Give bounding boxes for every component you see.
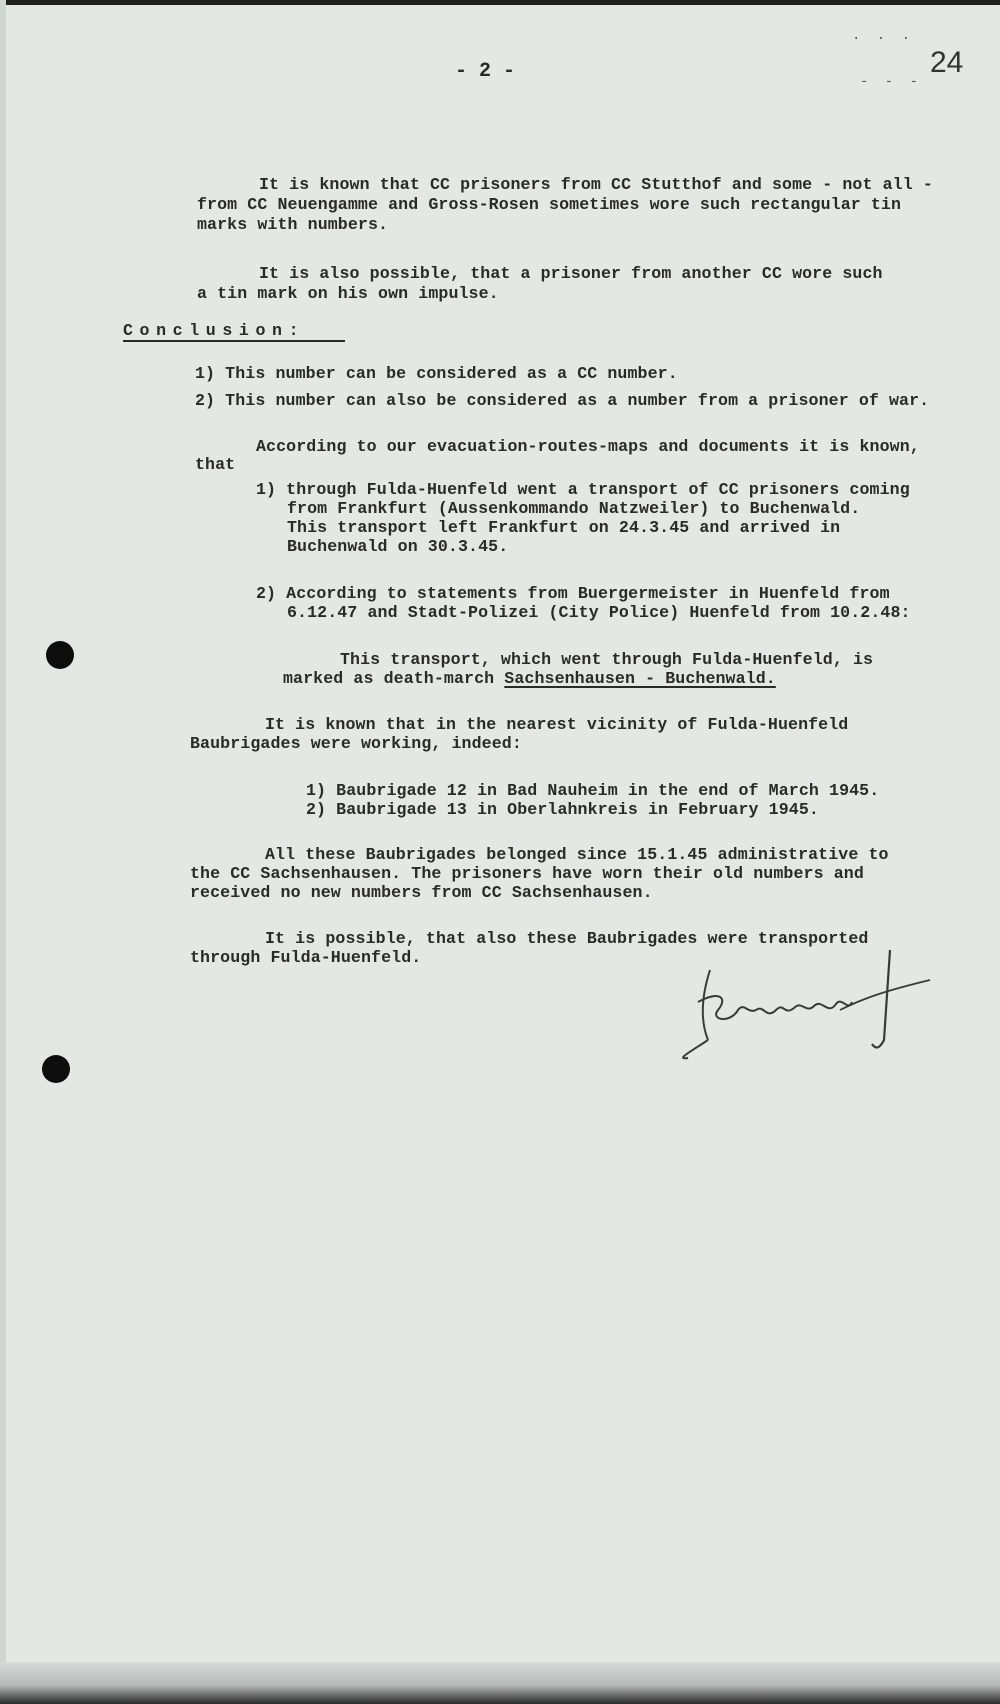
evacuation-intro: According to our evacuation-routes-maps and documents it is known,	[256, 437, 920, 456]
paragraph-line: the CC Sachsenhausen. The prisoners have worn their old numbers and	[190, 864, 864, 883]
punch-hole	[46, 641, 74, 669]
scan-left-shade	[0, 0, 6, 1704]
paragraph-line: Baubrigades were working, indeed:	[190, 734, 522, 753]
scan-bottom-edge	[0, 1662, 1000, 1704]
evacuation-intro-cont: that	[195, 455, 236, 474]
scan-top-edge	[0, 0, 1000, 5]
margin-marks: . . .	[852, 28, 915, 44]
paragraph-line: from CC Neuengamme and Gross-Rosen sometimes wore such rectangular tin	[197, 195, 902, 214]
evacuation-item-line: 1) through Fulda-Huenfeld went a transport of CC prisoners coming	[256, 480, 910, 499]
paragraph-line: It is also possible, that a prisoner from another CC wore such	[259, 264, 883, 283]
paragraph-line: through Fulda-Huenfeld.	[190, 948, 422, 967]
handwritten-signature	[680, 940, 940, 1070]
paragraph-line: It is known that CC prisoners from CC Stutthof and some - not all -	[259, 175, 933, 194]
paragraph-line: It is possible, that also these Baubrigades were transported	[265, 929, 869, 948]
paragraph-line: marks with numbers.	[197, 215, 389, 234]
conclusion-heading: Conclusion:	[123, 321, 306, 340]
evacuation-item-line: Buchenwald on 30.3.45.	[287, 537, 509, 556]
quote-line: This transport, which went through Fulda-Huenfeld, is	[340, 650, 874, 669]
baubrigade-item: 2) Baubrigade 13 in Oberlahnkreis in February 1945.	[306, 800, 819, 819]
evacuation-item-line: This transport left Frankfurt on 24.3.45 and arrived in	[287, 518, 841, 537]
baubrigade-item: 1) Baubrigade 12 in Bad Nauheim in the end of March 1945.	[306, 781, 880, 800]
margin-marks: - - -	[860, 74, 923, 90]
paragraph-line: It is known that in the nearest vicinity of Fulda-Huenfeld	[265, 715, 849, 734]
conclusion-point: 1) This number can be considered as a CC number.	[195, 364, 678, 383]
evacuation-item-line: from Frankfurt (Aussenkommando Natzweiler) to Buchenwald.	[287, 499, 861, 518]
death-march-route: Sachsenhausen - Buchenwald.	[504, 669, 776, 688]
quote-prefix: marked as death-march	[283, 669, 505, 688]
evacuation-item-line: 2) According to statements from Buergermeister in Huenfeld from	[256, 584, 890, 603]
conclusion-point: 2) This number can also be considered as a number from a prisoner of war.	[195, 391, 930, 410]
quote-line	[283, 669, 776, 688]
paragraph-line: received no new numbers from CC Sachsenhausen.	[190, 883, 653, 902]
page-number: - 2 -	[455, 60, 516, 83]
paragraph-line: a tin mark on his own impulse.	[197, 284, 499, 303]
archive-stamp-number: 24	[930, 46, 964, 79]
paragraph-line: All these Baubrigades belonged since 15.1.45 administrative to	[265, 845, 889, 864]
heading-underline	[123, 340, 345, 342]
punch-hole	[42, 1055, 70, 1083]
evacuation-item-line: 6.12.47 and Stadt-Polizei (City Police) Huenfeld from 10.2.48:	[287, 603, 911, 622]
